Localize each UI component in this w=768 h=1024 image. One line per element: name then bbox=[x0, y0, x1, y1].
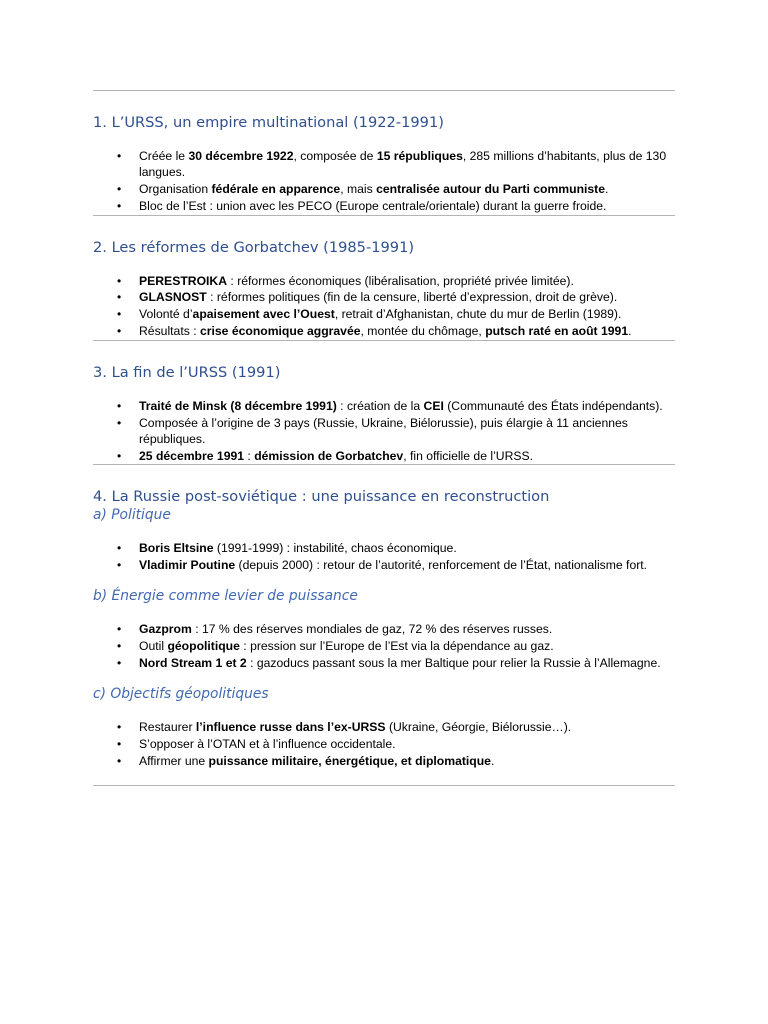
subsection-b-list bbox=[93, 621, 675, 671]
list-item: • Boris Eltsine (1991-1999) : instabilité, chaos économique. bbox=[139, 540, 675, 556]
list-item: • Restaurer l’influence russe dans l’ex-URSS (Ukraine, Géorgie, Biélorussie…). bbox=[139, 719, 675, 735]
list-item: • Résultats : crise économique aggravée, montée du chômage, putsch raté en août 1991. bbox=[139, 323, 675, 339]
section-2-list bbox=[93, 273, 675, 340]
list-item: • GLASNOST : réformes politiques (fin de la censure, liberté d’expression, droit de grève). bbox=[139, 289, 675, 305]
subsection-c-list bbox=[93, 719, 675, 769]
subsection-a-title: a) Politique bbox=[93, 507, 171, 524]
divider bbox=[93, 215, 675, 216]
list-item: • Affirmer une puissance militaire, énergétique, et diplomatique. bbox=[139, 753, 675, 769]
subsection-b-title: b) Énergie comme levier de puissance bbox=[93, 588, 358, 605]
section-2-title: 2. Les réformes de Gorbatchev (1985-1991) bbox=[93, 238, 415, 256]
divider bbox=[93, 90, 675, 91]
section-3-list bbox=[93, 398, 675, 464]
list-item: • Créée le 30 décembre 1922, composée de 15 républiques, 285 millions d’habitants, plus de 130 langues. bbox=[139, 148, 675, 180]
divider bbox=[93, 340, 675, 341]
list-item: • Traité de Minsk (8 décembre 1991) : création de la CEI (Communauté des États indépendants). bbox=[139, 398, 675, 414]
list-item: • Volonté d’apaisement avec l’Ouest, retrait d’Afghanistan, chute du mur de Berlin (1989). bbox=[139, 306, 675, 322]
list-item: • Outil géopolitique : pression sur l’Europe de l’Est via la dépendance au gaz. bbox=[139, 638, 675, 654]
subsection-a-list bbox=[93, 540, 675, 573]
list-item: • Organisation fédérale en apparence, mais centralisée autour du Parti communiste. bbox=[139, 181, 675, 197]
section-1-title: 1. L’URSS, un empire multinational (1922-1991) bbox=[93, 114, 444, 131]
subsection-c-title: c) Objectifs géopolitiques bbox=[93, 686, 269, 703]
list-item: • S’opposer à l’OTAN et à l’influence occidentale. bbox=[139, 736, 675, 752]
list-item: • 25 décembre 1991 : démission de Gorbatchev, fin officielle de l’URSS. bbox=[139, 448, 675, 464]
list-item: • Gazprom : 17 % des réserves mondiales de gaz, 72 % des réserves russes. bbox=[139, 621, 675, 637]
section-3-title: 3. La fin de l’URSS (1991) bbox=[93, 363, 281, 381]
section-4-title: 4. La Russie post-soviétique : une puissance en reconstruction bbox=[93, 488, 550, 506]
list-item: • Composée à l’origine de 3 pays (Russie, Ukraine, Biélorussie), puis élargie à 11 anciennes républiques. bbox=[139, 415, 675, 447]
divider bbox=[93, 464, 675, 465]
section-1-list bbox=[93, 148, 675, 214]
list-item: • Bloc de l’Est : union avec les PECO (Europe centrale/orientale) durant la guerre froide. bbox=[139, 198, 675, 214]
list-item: • PERESTROIKA : réformes économiques (libéralisation, propriété privée limitée). bbox=[139, 273, 675, 289]
divider bbox=[93, 785, 675, 786]
list-item: • Nord Stream 1 et 2 : gazoducs passant sous la mer Baltique pour relier la Russie à l’Allemagne. bbox=[139, 655, 675, 671]
list-item: • Vladimir Poutine (depuis 2000) : retour de l’autorité, renforcement de l’État, nationalisme fort. bbox=[139, 557, 675, 573]
document-content bbox=[93, 90, 675, 786]
